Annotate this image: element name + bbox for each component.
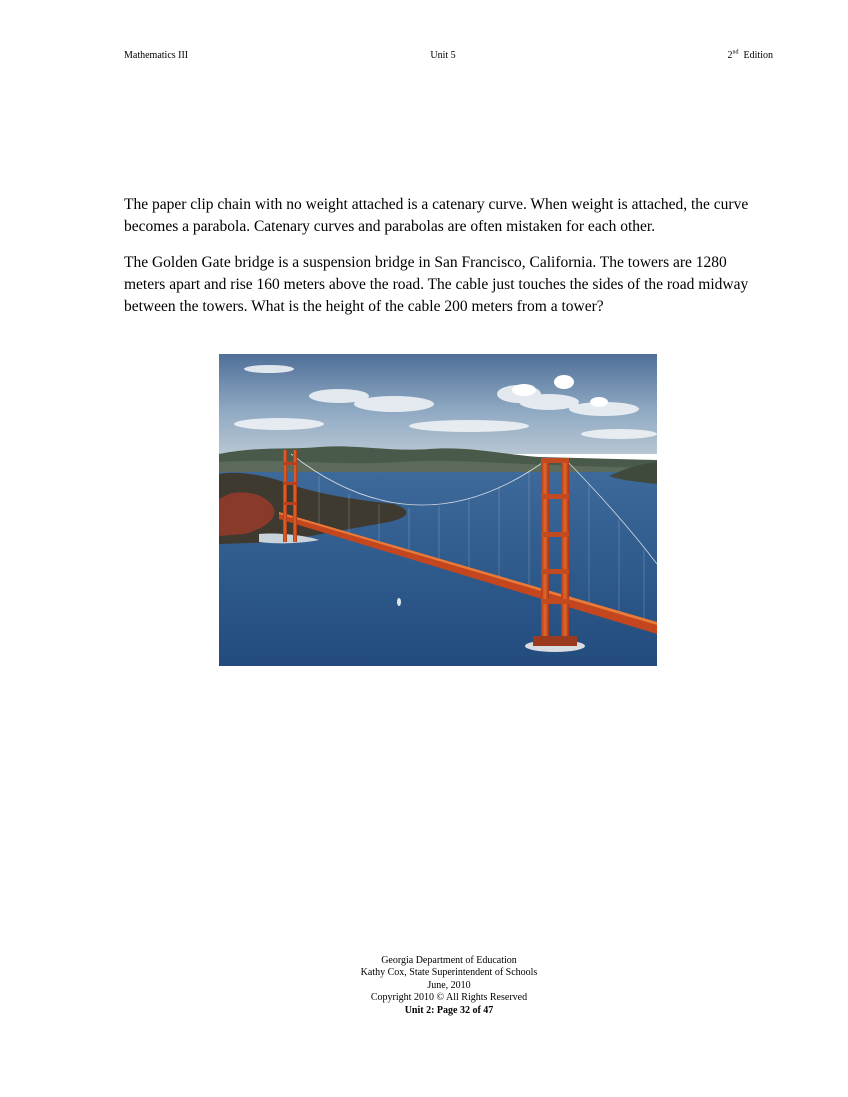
footer-superintendent: Kathy Cox, State Superintendent of Schools	[360, 967, 538, 979]
header-center: Unit 5	[430, 50, 456, 61]
edition-suffix: nd	[732, 49, 739, 56]
footer-date: June, 2010	[427, 979, 471, 991]
header-right	[728, 50, 773, 61]
edition-word: Edition	[743, 50, 773, 61]
paragraph-golden-gate: The Golden Gate bridge is a suspension bridge in San Francisco, California. The towers are 1280 meters apart and rise 160 meters above the road. The cable just touches the sides of the road midway between the towers. What is the height of the cable 200 meters from a tower?	[124, 254, 749, 315]
edition-number: 2	[727, 50, 733, 61]
paragraph-catenary: The paper clip chain with no weight attached is a catenary curve. When weight is attached, the curve becomes a parabola. Catenary curves and parabolas are often mistaken for each other.	[124, 196, 749, 235]
footer-page-number: Unit 2: Page 32 of 47	[404, 1004, 494, 1016]
footer	[0, 955, 848, 1017]
header-left: Mathematics III	[124, 50, 189, 61]
golden-gate-bridge-photo	[219, 354, 657, 666]
footer-copyright: Copyright 2010 © All Rights Reserved	[370, 992, 528, 1004]
footer-department: Georgia Department of Education	[381, 955, 517, 966]
